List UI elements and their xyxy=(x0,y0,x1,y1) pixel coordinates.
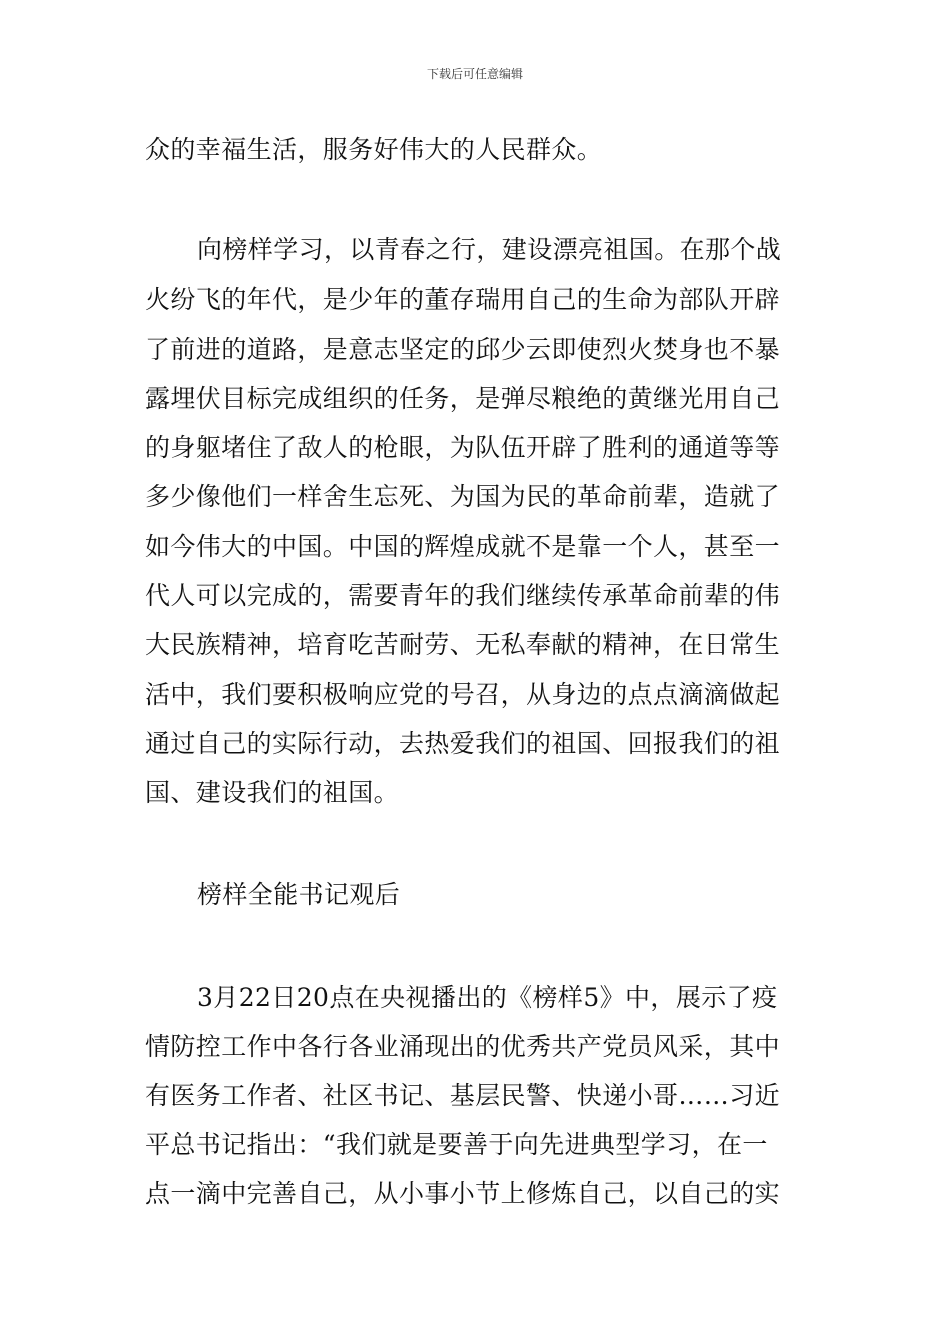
paragraph-line: 点一滴中完善自己，从小事小节上修炼自己，以自己的实 xyxy=(145,1179,781,1208)
paragraph-line: 火纷飞的年代，是少年的董存瑞用自己的生命为部队开辟 xyxy=(145,285,781,314)
page-header-note: 下载后可任意编辑 xyxy=(426,67,523,81)
section-heading: 榜样全能书记观后 xyxy=(197,880,401,909)
paragraph-line: 的身躯堵住了敌人的枪眼，为队伍开辟了胜利的通道等等 xyxy=(145,433,781,462)
paragraph-line: 有医务工作者、社区书记、基层民警、快递小哥……习近 xyxy=(145,1081,781,1110)
paragraph-line: 活中，我们要积极响应党的号召，从身边的点点滴滴做起 xyxy=(145,680,781,709)
paragraph-line: 平总书记指出：“我们就是要善于向先进典型学习，在一 xyxy=(145,1130,768,1159)
paragraph-line: 大民族精神，培育吃苦耐劳、无私奉献的精神，在日常生 xyxy=(145,630,781,659)
paragraph-line: 情防控工作中各行各业涌现出的优秀共产党员风采，其中 xyxy=(145,1032,781,1061)
paragraph-line: 国、建设我们的祖国。 xyxy=(145,778,400,807)
paragraph-line: 露埋伏目标完成组织的任务，是弹尽粮绝的黄继光用自己 xyxy=(145,384,781,413)
paragraph-line: 3月22日20点在央视播出的《榜样5》中，展示了疫 xyxy=(197,983,778,1012)
paragraph-line: 多少像他们一样舍生忘死、为国为民的革命前辈，造就了 xyxy=(145,482,781,511)
paragraph-line: 了前进的道路，是意志坚定的邱少云即使烈火焚身也不暴 xyxy=(145,335,781,364)
paragraph-line: 代人可以完成的，需要青年的我们继续传承革命前辈的伟 xyxy=(145,581,781,610)
paragraph-line: 向榜样学习，以青春之行，建设漂亮祖国。在那个战 xyxy=(197,235,782,264)
paragraph-line: 如今伟大的中国。中国的辉煌成就不是靠一个人，甚至一 xyxy=(145,532,781,561)
paragraph-line: 通过自己的实际行动，去热爱我们的祖国、回报我们的祖 xyxy=(145,729,781,758)
paragraph-line: 众的幸福生活，服务好伟大的人民群众。 xyxy=(145,135,603,164)
